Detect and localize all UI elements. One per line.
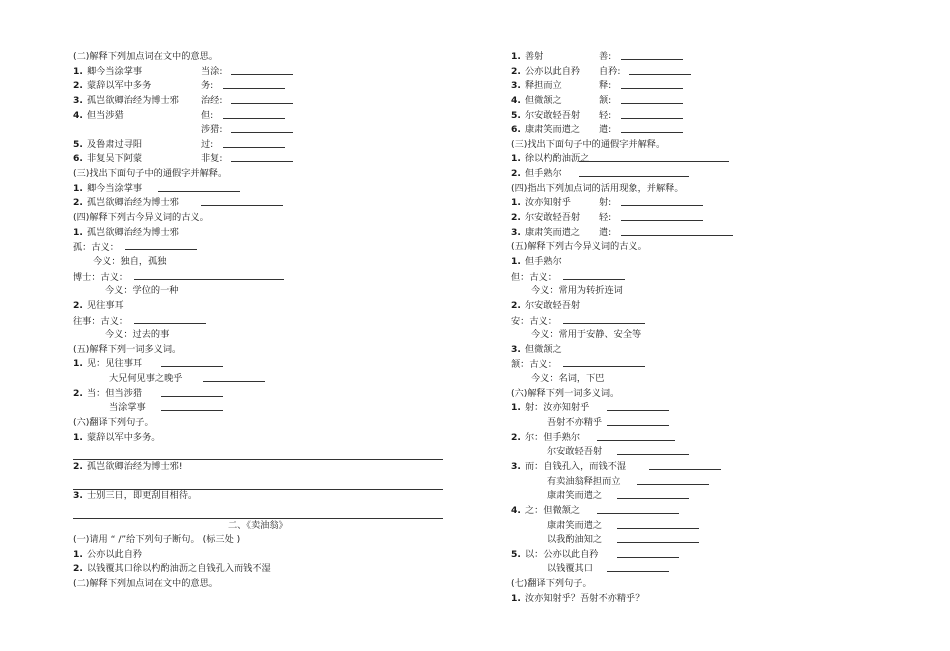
answer-line[interactable]	[73, 504, 443, 519]
question-number: 2.	[511, 212, 521, 224]
worksheet-line	[73, 211, 453, 226]
worksheet-line	[73, 343, 453, 358]
answer-blank[interactable]	[607, 562, 669, 572]
answer-blank[interactable]	[161, 357, 223, 367]
worksheet-line	[511, 284, 891, 299]
answer-blank[interactable]	[563, 314, 645, 324]
answer-blank[interactable]	[617, 533, 699, 543]
answer-blank[interactable]	[134, 270, 284, 280]
question-number: 1.	[73, 182, 83, 194]
answer-label: 遣:	[599, 124, 612, 136]
answer-label: 但:	[201, 109, 214, 121]
answer-blank[interactable]	[617, 519, 699, 529]
section-heading: (三)找出下面句子中的通假字并解释。	[511, 138, 666, 150]
question-number: 6.	[511, 124, 521, 136]
worksheet-line	[73, 416, 453, 431]
answer-blank[interactable]	[597, 431, 675, 441]
worksheet-line	[73, 284, 453, 299]
answer-label: 射:	[599, 197, 612, 209]
answer-label: 当涂:	[201, 65, 223, 77]
worksheet-line	[511, 533, 891, 548]
answer-blank[interactable]	[617, 445, 689, 455]
worksheet-line	[511, 416, 891, 431]
worksheet-line	[511, 123, 891, 138]
line-text: 以我酌油知之	[547, 534, 603, 546]
question-text: 释担而立	[525, 80, 562, 92]
answer-blank[interactable]	[597, 504, 679, 514]
answer-blank[interactable]	[203, 372, 265, 382]
answer-blank[interactable]	[621, 50, 683, 60]
worksheet-line	[73, 577, 453, 592]
question-text: 孤岂欲卿治经为博士邪	[87, 226, 179, 238]
question-text: 而：自钱孔入，而钱不湿	[525, 460, 627, 472]
answer-label: 治经:	[201, 94, 223, 106]
worksheet-line	[511, 167, 891, 182]
answer-blank[interactable]	[161, 387, 223, 397]
question-number: 5.	[73, 138, 83, 150]
question-text: 善射	[525, 51, 544, 62]
line-text: 今义：常用于安静、安全等	[531, 329, 642, 341]
question-number: 1.	[73, 431, 83, 443]
question-number: 1.	[511, 255, 521, 267]
question-number: 1.	[511, 153, 521, 165]
line-text: 博士：古义：	[73, 271, 129, 283]
line-text: 以钱覆其口	[547, 563, 593, 575]
answer-blank[interactable]	[621, 211, 703, 221]
worksheet-line	[511, 577, 891, 592]
question-text: 卿今当涂掌事	[87, 65, 143, 77]
worksheet-line	[511, 548, 891, 563]
question-number: 2.	[511, 431, 521, 443]
question-text: 公亦以此自矜	[87, 548, 143, 560]
answer-blank[interactable]	[158, 182, 240, 192]
worksheet-line	[73, 357, 453, 372]
line-text: 大兄何见事之晚乎	[109, 373, 183, 385]
question-text: 尔安敢轻吾射	[525, 212, 581, 224]
answer-label: 过:	[201, 138, 214, 150]
section-heading: (二)解释下列加点词在文中的意思。	[73, 51, 218, 62]
question-text: 尔安敢轻吾射	[525, 109, 581, 121]
question-text: 尔：但手熟尔	[525, 431, 581, 443]
worksheet-line	[73, 50, 453, 65]
line-text: 颔：古义：	[511, 359, 557, 371]
question-text: 当：但当涉猎	[87, 387, 143, 399]
question-number: 1.	[511, 197, 521, 209]
answer-blank[interactable]	[563, 357, 645, 367]
worksheet-line	[511, 519, 891, 534]
section-heading: (二)解释下列加点词在文中的意思。	[73, 578, 218, 590]
question-number: 4.	[511, 504, 521, 516]
worksheet-line	[511, 314, 891, 329]
worksheet-line	[73, 79, 453, 94]
worksheet-line	[73, 226, 453, 241]
worksheet-line	[73, 314, 453, 329]
answer-label: 颔:	[599, 94, 612, 106]
worksheet-line	[511, 445, 891, 460]
worksheet-line	[511, 79, 891, 94]
worksheet-line	[511, 50, 891, 65]
worksheet-line	[511, 94, 891, 109]
worksheet-line	[73, 65, 453, 80]
line-text: 孤：古义：	[73, 242, 119, 254]
line-text: 当涂掌事	[109, 402, 146, 414]
question-text: 汝亦知射乎？吾射不亦精乎？	[525, 592, 645, 604]
worksheet-line	[511, 372, 891, 387]
line-text: 康肃笑而遣之	[547, 519, 603, 531]
question-number: 2.	[73, 80, 83, 92]
answer-label: 涉猎:	[201, 124, 223, 136]
answer-blank[interactable]	[161, 401, 223, 411]
question-text: 士别三日，即更刮目相待。	[87, 490, 198, 502]
worksheet-line	[73, 167, 453, 182]
worksheet-line	[511, 592, 891, 607]
question-text: 徐以杓酌油沥之	[525, 153, 590, 165]
question-text: 康肃笑而遣之	[525, 226, 581, 238]
answer-blank[interactable]	[231, 123, 293, 133]
question-text: 但微颔之	[525, 94, 562, 106]
right-column	[511, 50, 891, 606]
answer-blank[interactable]	[231, 152, 293, 162]
section-heading: (四)指出下列加点词的活用现象，并解释。	[511, 182, 684, 194]
section-heading: (一)请用 “ /”给下列句子断句。 (标三处 )	[73, 534, 241, 546]
question-number: 2.	[511, 65, 521, 77]
question-text: 康肃笑而遣之	[525, 124, 581, 136]
question-text: 尔安敢轻吾射	[525, 299, 581, 311]
section-heading: (五)解释下列古今异义词的古义。	[511, 241, 647, 253]
worksheet-line	[73, 489, 453, 504]
worksheet-line	[511, 211, 891, 226]
question-number: 5.	[511, 109, 521, 121]
question-text: 蒙辞以军中多务。	[87, 431, 161, 443]
line-text: 吾射不亦精乎	[547, 417, 603, 429]
question-number: 2.	[73, 563, 83, 575]
worksheet-line	[511, 109, 891, 124]
line-text: 安：古义：	[511, 315, 557, 327]
line-text: 尔安敢轻吾射	[547, 446, 603, 458]
worksheet-line	[511, 328, 891, 343]
answer-blank[interactable]	[637, 475, 709, 485]
answer-label: 自矜:	[599, 65, 621, 77]
line-text: 今义：学位的一种	[105, 285, 179, 297]
question-text: 卿今当涂掌事	[87, 182, 143, 194]
answer-label: 轻:	[599, 109, 612, 121]
worksheet-line	[73, 372, 453, 387]
question-text: 但手熟尔	[525, 255, 562, 267]
worksheet-line	[73, 152, 453, 167]
question-number: 4.	[511, 94, 521, 106]
question-text: 以：公亦以此自矜	[525, 548, 599, 560]
section-heading: (四)解释下列古今异义词的古义。	[73, 212, 209, 224]
question-text: 汝亦知射乎	[525, 197, 571, 209]
question-text: 但当涉猎	[87, 109, 124, 121]
answer-blank[interactable]	[621, 79, 683, 89]
answer-blank[interactable]	[617, 548, 679, 558]
question-number: 3.	[511, 343, 521, 355]
section-heading: (六)翻译下列句子。	[73, 417, 154, 429]
answer-blank[interactable]	[563, 270, 625, 280]
worksheet-line	[73, 401, 453, 416]
worksheet-line	[511, 196, 891, 211]
left-column	[73, 50, 453, 592]
answer-blank[interactable]	[231, 65, 293, 75]
answer-line-row	[73, 445, 453, 460]
question-number: 4.	[73, 109, 83, 121]
question-text: 以钱覆其口徐以杓酌油沥之自钱孔入而钱不湿	[87, 563, 271, 575]
line-text: 今义：过去的事	[105, 329, 170, 341]
question-number: 3.	[511, 80, 521, 92]
question-number: 2.	[511, 168, 521, 180]
answer-line[interactable]	[73, 475, 443, 490]
section-heading: (七)翻译下列句子。	[511, 578, 592, 590]
question-number: 2.	[511, 299, 521, 311]
answer-label: 释:	[599, 80, 612, 92]
worksheet-line	[73, 109, 453, 124]
answer-blank[interactable]	[579, 167, 689, 177]
answer-line-row	[73, 475, 453, 490]
worksheet-line	[73, 182, 453, 197]
worksheet-line	[73, 460, 453, 475]
question-number: 2.	[73, 299, 83, 311]
answer-label: 务:	[201, 80, 214, 92]
question-text: 非复吴下阿蒙	[87, 153, 143, 165]
worksheet-line	[511, 357, 891, 372]
question-number: 2.	[73, 460, 83, 472]
worksheet-line	[511, 401, 891, 416]
worksheet-line	[511, 299, 891, 314]
worksheet-line	[511, 226, 891, 241]
answer-line-row	[73, 504, 453, 519]
worksheet-line	[73, 562, 453, 577]
worksheet-line	[73, 255, 453, 270]
answer-label: 非复:	[201, 153, 223, 165]
question-text: 之：但微颔之	[525, 504, 581, 516]
question-number: 3.	[511, 460, 521, 472]
question-number: 5.	[511, 548, 521, 560]
line-text: 但：古义：	[511, 271, 557, 283]
worksheet-line	[511, 240, 891, 255]
worksheet-line	[511, 504, 891, 519]
answer-blank[interactable]	[607, 416, 669, 426]
question-text: 公亦以此自矜	[525, 65, 581, 77]
question-number: 1.	[73, 65, 83, 77]
line-text: 康肃笑而遣之	[547, 490, 603, 502]
worksheet-line	[511, 270, 891, 285]
question-number: 3.	[511, 226, 521, 238]
worksheet-line	[73, 299, 453, 314]
worksheet-line	[73, 270, 453, 285]
question-number: 1.	[73, 548, 83, 560]
question-number: 1.	[73, 226, 83, 238]
worksheet-line	[511, 255, 891, 270]
answer-label: 轻:	[599, 212, 612, 224]
question-number: 3.	[73, 490, 83, 502]
answer-blank[interactable]	[125, 240, 197, 250]
question-number: 1.	[511, 402, 521, 414]
worksheet-line	[511, 65, 891, 80]
worksheet-line	[73, 138, 453, 153]
question-text: 孤岂欲卿治经为博士邪	[87, 94, 179, 106]
worksheet-line	[511, 138, 891, 153]
worksheet-line	[73, 240, 453, 255]
answer-blank[interactable]	[629, 65, 691, 75]
answer-blank[interactable]	[134, 314, 206, 324]
question-text: 蒙辞以军中多务	[87, 80, 152, 92]
answer-blank[interactable]	[223, 79, 285, 89]
question-text: 但微颔之	[525, 343, 562, 355]
worksheet-line	[511, 475, 891, 490]
question-text: 孤岂欲卿治经为博士邪!	[87, 460, 183, 472]
question-number: 2.	[73, 387, 83, 399]
question-number: 6.	[73, 153, 83, 165]
section-heading: (三)找出下面句子中的通假字并解释。	[73, 168, 228, 180]
question-text: 见：见往事耳	[87, 358, 143, 370]
section-heading: (六)解释下列一词多义词。	[511, 387, 620, 399]
question-number: 3.	[73, 94, 83, 106]
answer-blank[interactable]	[579, 152, 729, 162]
answer-label: 遣:	[599, 226, 612, 238]
worksheet-line	[511, 489, 891, 504]
worksheet-line	[511, 182, 891, 197]
question-text: 射：汝亦知射乎	[525, 402, 590, 414]
answer-blank[interactable]	[621, 109, 683, 119]
section-heading: (五)解释下列一词多义词。	[73, 343, 182, 355]
question-text: 孤岂欲卿治经为博士邪	[87, 197, 179, 209]
worksheet-line	[511, 431, 891, 446]
worksheet-line	[73, 533, 453, 548]
worksheet-line	[73, 328, 453, 343]
line-text: 今义：名词，下巴	[531, 373, 605, 385]
question-number: 1.	[511, 592, 521, 604]
line-text: 今义：独自，孤独	[93, 255, 167, 267]
answer-blank[interactable]	[649, 460, 721, 470]
worksheet-line	[73, 548, 453, 563]
answer-blank[interactable]	[621, 123, 683, 133]
worksheet-line	[511, 152, 891, 167]
worksheet-line	[73, 196, 453, 211]
worksheet-line	[73, 387, 453, 402]
worksheet-line	[73, 431, 453, 446]
answer-blank[interactable]	[607, 401, 669, 411]
answer-blank[interactable]	[617, 489, 689, 499]
question-number: 1.	[511, 51, 521, 62]
worksheet-line	[511, 460, 891, 475]
answer-blank[interactable]	[231, 94, 293, 104]
worksheet-line	[511, 343, 891, 358]
question-number: 2.	[73, 197, 83, 209]
question-text: 见往事耳	[87, 299, 124, 311]
answer-blank[interactable]	[621, 196, 703, 206]
answer-label: 善:	[599, 51, 612, 62]
line-text: 往事：古义：	[73, 315, 129, 327]
section-title: 二、《卖油翁》	[228, 519, 288, 531]
worksheet-line	[511, 562, 891, 577]
question-number: 1.	[73, 358, 83, 370]
question-text: 但手熟尔	[525, 168, 562, 180]
answer-blank[interactable]	[621, 226, 733, 236]
worksheet-line	[73, 123, 453, 138]
question-text: 及鲁肃过寻阳	[87, 138, 143, 150]
answer-blank[interactable]	[201, 196, 283, 206]
answer-blank[interactable]	[621, 94, 683, 104]
worksheet-line	[511, 387, 891, 402]
answer-line[interactable]	[73, 445, 443, 460]
answer-blank[interactable]	[223, 138, 285, 148]
line-text: 今义：常用为转折连词	[531, 285, 623, 297]
answer-blank[interactable]	[223, 109, 285, 119]
line-text: 有卖油翁释担而立	[547, 475, 621, 487]
worksheet-line	[73, 94, 453, 109]
worksheet-line	[73, 519, 453, 534]
